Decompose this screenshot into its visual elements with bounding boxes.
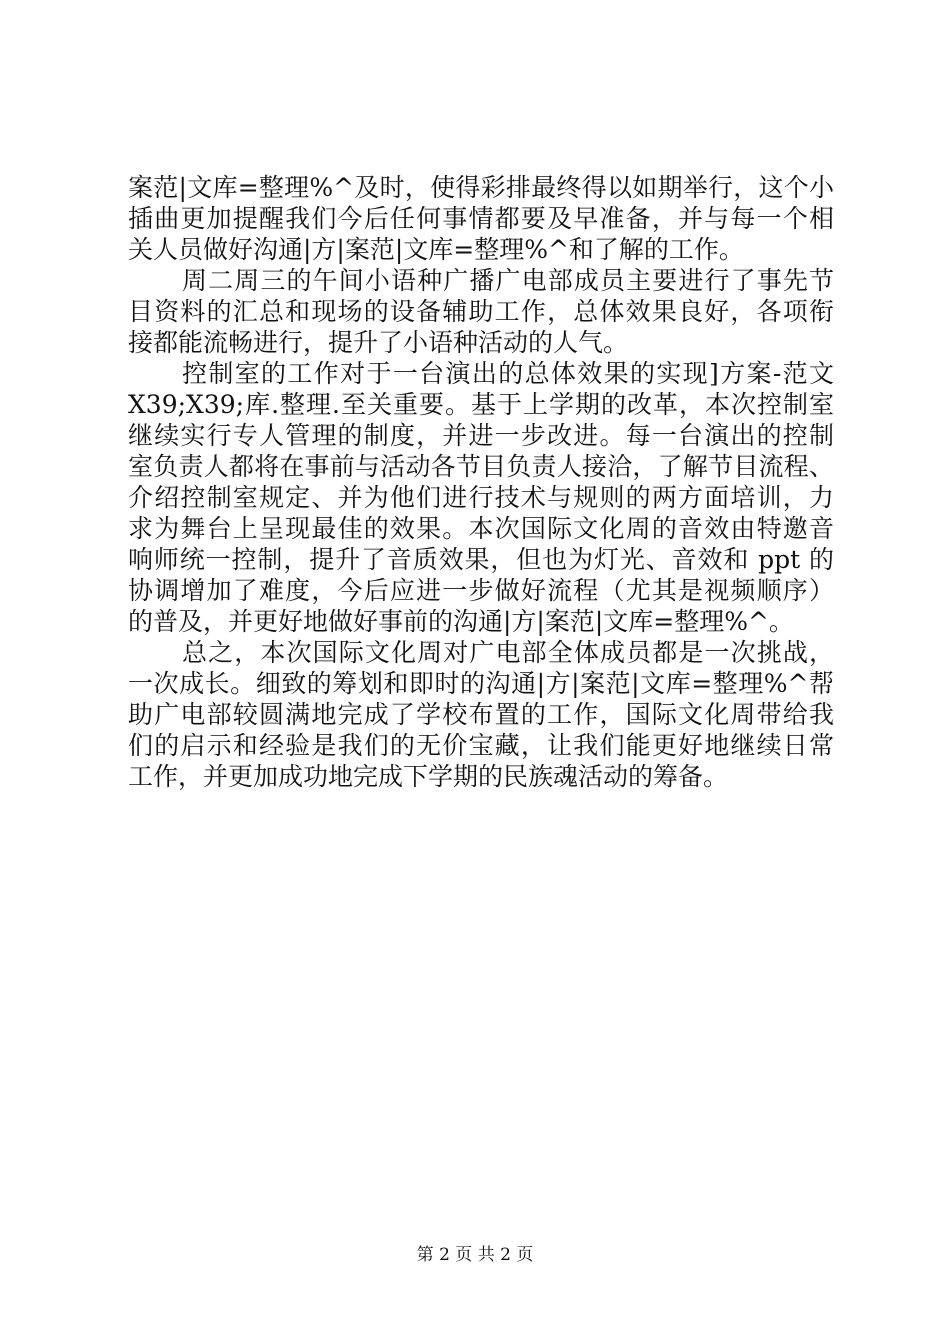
paragraph-2-line-3: 接都能流畅进行，提升了小语种活动的人气。: [128, 328, 629, 357]
paragraph-3-line-5: 介绍控制室规定、并为他们进行技术与规则的两方面培训，力: [128, 483, 834, 512]
paragraph-2-line-1: 周二周三的午间小语种广播广电部成员主要进行了事先节: [182, 266, 834, 295]
paragraph-3-line-6: 求为舞台上呈现最佳的效果。本次国际文化周的音效由特邀音: [128, 514, 834, 543]
page-number-footer: 第 2 页 共 2 页: [416, 1245, 534, 1265]
paragraph-4-line-2: 一次成长。细致的筹划和即时的沟通|方|案范|文库=整理%^帮: [128, 669, 834, 698]
paragraph-3-line-1: 控制室的工作对于一台演出的总体效果的实现]方案-范文: [182, 359, 834, 388]
paragraph-3-line-8: 协调增加了难度，今后应进一步做好流程（尤其是视频顺序）: [128, 576, 834, 605]
paragraph-1-line-3: 关人员做好沟通|方|案范|文库=整理%^和了解的工作。: [128, 235, 744, 264]
paragraph-1-line-2: 插曲更加提醒我们今后任何事情都要及早准备，并与每一个相: [128, 204, 834, 233]
paragraph-3-line-9: 的普及，并更好地做好事前的沟通|方|案范|文库=整理%^。: [128, 607, 794, 636]
paragraph-3-line-3: 继续实行专人管理的制度，并进一步改进。每一台演出的控制: [128, 421, 834, 450]
paragraph-3-line-7: 响师统一控制，提升了音质效果，但也为灯光、音效和 ppt 的: [128, 545, 834, 574]
document-body: [128, 172, 834, 792]
paragraph-4-line-1: 总之，本次国际文化周对广电部全体成员都是一次挑战，: [182, 638, 834, 667]
paragraph-3-line-4: 室负责人都将在事前与活动各节目负责人接洽，了解节目流程、: [128, 452, 834, 481]
paragraph-2-line-2: 目资料的汇总和现场的设备辅助工作，总体效果良好，各项衔: [128, 297, 834, 326]
paragraph-4-line-3: 助广电部较圆满地完成了学校布置的工作，国际文化周带给我: [128, 700, 834, 729]
paragraph-4-line-4: 们的启示和经验是我们的无价宝藏，让我们能更好地继续日常: [128, 731, 834, 760]
paragraph-3-line-2: X39;X39;库.整理.至关重要。基于上学期的改革，本次控制室: [128, 390, 834, 419]
paragraph-4-line-5: 工作，并更加成功地完成下学期的民族魂活动的筹备。: [128, 762, 729, 791]
paragraph-1-line-1: 案范|文库=整理%^及时，使得彩排最终得以如期举行，这个小: [128, 173, 834, 202]
